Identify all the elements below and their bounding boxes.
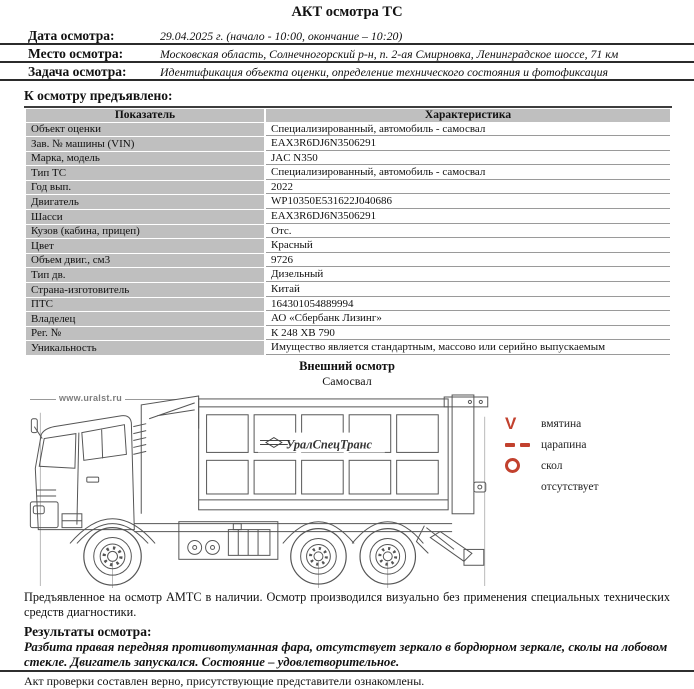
table-row (26, 312, 670, 326)
table-row (26, 254, 670, 268)
param-cell: Страна-изготовитель (26, 283, 264, 297)
table-row (26, 123, 670, 137)
value-cell: WP10350E531622J040686 (266, 195, 670, 209)
date-value: 29.04.2025 г. (начало - 10:00, окончание – 10:20) (160, 29, 403, 43)
presence-paragraph: Предъявленное на осмотр АМТС в наличии. Осмотр производился визуально без применения специальных технических средств диагностики. (24, 590, 670, 619)
param-cell: ПТС (26, 298, 264, 312)
spec-table-body (26, 123, 670, 356)
table-header-row (26, 109, 670, 122)
param-header: Показатель (26, 109, 264, 122)
table-row (26, 327, 670, 341)
value-cell: К 248 ХВ 790 (266, 327, 670, 341)
scratch-icon (505, 443, 541, 447)
table-row (26, 268, 670, 282)
param-cell: Год вып. (26, 181, 264, 195)
table-row (26, 225, 670, 239)
task-label: Задача осмотра: (28, 64, 127, 79)
legend-item-scratch: царапина (505, 434, 599, 455)
vehicle-type-subheading: Самосвал (322, 374, 372, 388)
spec-table-wrap (24, 106, 672, 356)
table-row (26, 298, 670, 312)
param-cell: Рег. № (26, 327, 264, 341)
side-window (82, 425, 127, 461)
dent-icon: V (505, 414, 517, 433)
param-cell: Тип дв. (26, 268, 264, 282)
table-row (26, 152, 670, 166)
windshield (39, 434, 76, 469)
value-cell: Китай (266, 283, 670, 297)
task-value: Идентификация объекта оценки, определение технического состояния и фотофиксация (160, 65, 608, 79)
value-cell: Специализированный, автомобиль - самосвал (266, 166, 670, 180)
table-row (26, 210, 670, 224)
param-cell: Кузов (кабина, прицеп) (26, 225, 264, 239)
headlight (33, 506, 44, 514)
header-row-place (0, 45, 694, 63)
value-cell: 9726 (266, 254, 670, 268)
param-cell: Объем двиг., см3 (26, 254, 264, 268)
value-cell: JAC N350 (266, 152, 670, 166)
value-cell: Дизельный (266, 268, 670, 282)
param-cell: Цвет (26, 239, 264, 253)
presented-heading: К осмотру предъявлено: (24, 88, 173, 103)
value-cell: Красный (266, 239, 670, 253)
defect-legend (505, 413, 599, 497)
table-row (26, 181, 670, 195)
spec-table (24, 108, 672, 356)
value-cell: Специализированный, автомобиль - самосвал (266, 123, 670, 137)
param-cell: Владелец (26, 312, 264, 326)
air-intake-slats (133, 424, 146, 455)
page-title: АКТ осмотра ТС (291, 4, 403, 20)
param-cell: Двигатель (26, 195, 264, 209)
value-cell: АО «Сбербанк Лизинг» (266, 312, 670, 326)
param-cell: Уникальность (26, 341, 264, 355)
place-value: Московская область, Солнечногорский р-н, п. 2-ая Смирновка, Ленинградское шоссе, 71 км (160, 47, 619, 61)
place-label: Место осмотра: (28, 46, 124, 61)
grille (36, 490, 56, 496)
results-heading: Результаты осмотра: (24, 624, 152, 639)
param-cell: Тип ТС (26, 166, 264, 180)
value-cell: Отс. (266, 225, 670, 239)
value-cell: EAX3R6DJ6N3506291 (266, 210, 670, 224)
chip-icon (505, 458, 541, 473)
value-cell: 2022 (266, 181, 670, 195)
external-inspection-heading: Внешний осмотр (299, 359, 395, 373)
table-row (26, 166, 670, 180)
results-text: Разбита правая передняя противотуманная фара, отсутствует зеркало в бордюрном зеркале, сколы на лобовом стекле. Двигатель запускался. Состояние – удовлетворительное. (24, 640, 668, 669)
value-header: Характеристика (266, 109, 670, 122)
results-separator (0, 670, 694, 672)
table-row (26, 239, 670, 253)
value-cell: EAX3R6DJ6N3506291 (266, 137, 670, 151)
table-row (26, 283, 670, 297)
legend-item-dent: V вмятина (505, 414, 582, 433)
value-cell: Имущество является стандартным, массово или серийно выпускаемым (266, 341, 670, 355)
dump-truck-drawing (28, 393, 500, 591)
truck-drawing-area (0, 391, 694, 587)
table-row (26, 195, 670, 209)
watermark-text: www.uralst.ru (56, 393, 125, 403)
table-row (26, 341, 670, 355)
param-cell: Объект оценки (26, 123, 264, 137)
param-cell: Зав. № машины (VIN) (26, 137, 264, 151)
legend-item-chip: скол (505, 455, 599, 476)
param-cell: Шасси (26, 210, 264, 224)
param-cell: Марка, модель (26, 152, 264, 166)
header-row-date (0, 27, 694, 45)
value-cell: 164301054889994 (266, 298, 670, 312)
header-row-task (0, 63, 694, 81)
confirmation-text: Акт проверки составлен верно, присутствующие представители ознакомлены. (24, 674, 425, 688)
drawing-logo-text: УралСпецТранс (285, 437, 373, 452)
date-label: Дата осмотра: (28, 28, 115, 43)
table-row (26, 137, 670, 151)
door-handle (87, 477, 99, 482)
legend-item-missing: отсутствует (541, 480, 599, 493)
